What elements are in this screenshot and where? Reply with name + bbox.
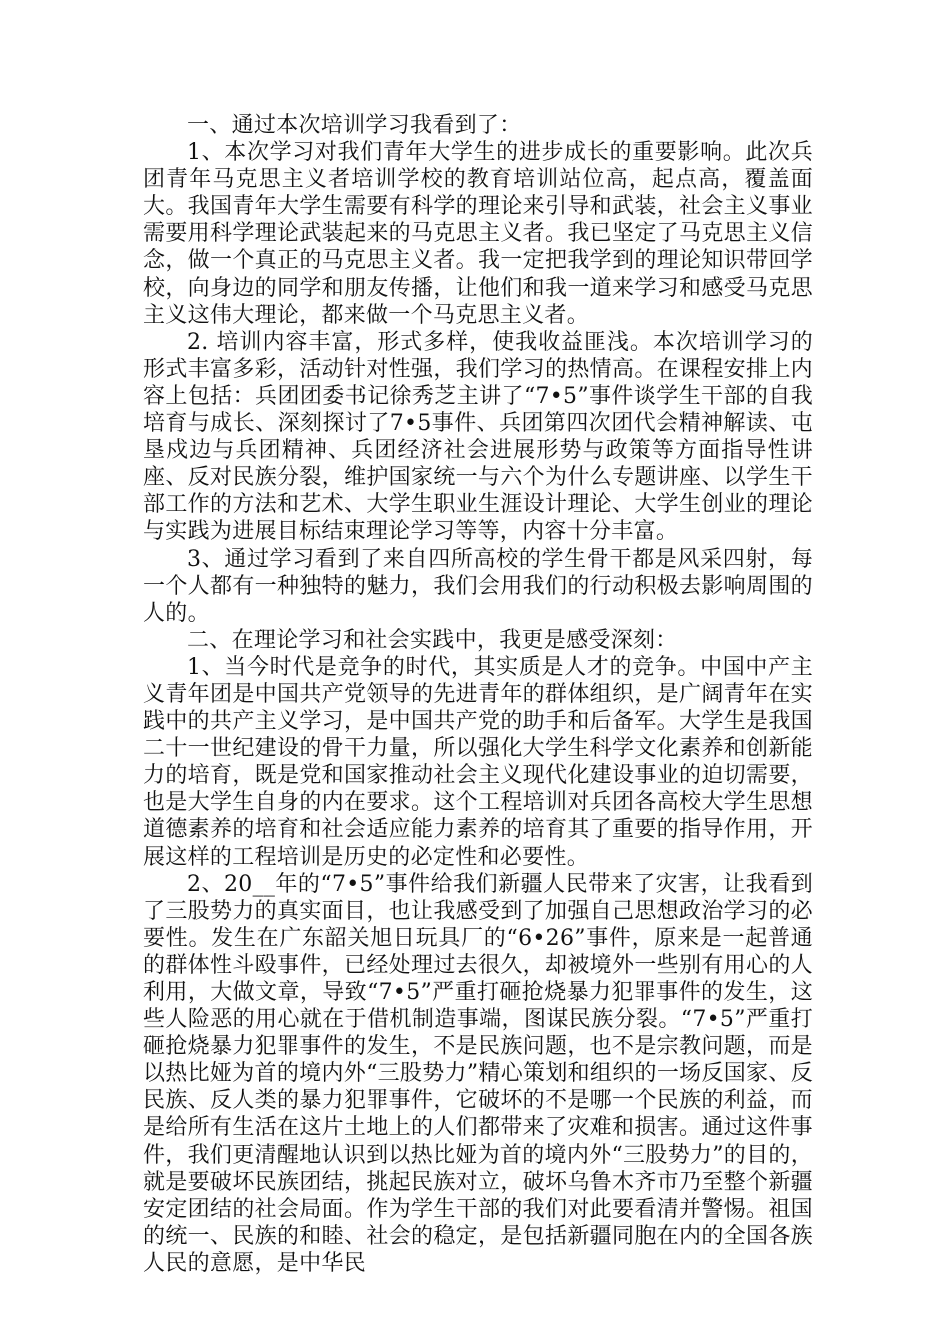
paragraph-1-3: 3、通过学习看到了来自四所高校的学生骨干都是风采四射，每一个人都有一种独特的魅力，我们会用我们的行动积极去影响周围的人的。	[143, 546, 813, 626]
document-body	[143, 112, 813, 1277]
heading-section-one: 一、通过本次培训学习我看到了：	[187, 113, 522, 138]
heading-section-two: 二、在理论学习和社会实践中，我更是感受深刻：	[187, 627, 678, 653]
paragraph-2-2: 2、20__年的“7•5”事件给我们新疆人民带来了灾害，让我看到了三股势力的真实面目，也让我感受到了加强自己思想政治学习的必要性。发生在广东韶关旭日玩具厂的“6•26”事件，原来是一起普通的群体性斗殴事件，已经处理过去很久，却被境外一些别有用心的人利用，大做文章，导致“7•5”严重打砸抢烧暴力犯罪事件的发生，这些人险恶的用心就在于借机制造事端，图谋民族分裂。“7•5”严重打砸抢烧暴力犯罪事件的发生，不是民族问题，也不是宗教问题，而是以热比娅为首的境内外“三股势力”精心策划和组织的一场反国家、反民族、反人类的暴力犯罪事件，它破坏的不是哪一个民族的利益，而是给所有生活在这片土地上的人们都带来了灾难和损害。通过这件事件，我们更清醒地认识到以热比娅为首的境内外“三股势力”的目的，就是要破坏民族团结，挑起民族对立，破坏乌鲁木齐市乃至整个新疆安定团结的社会局面。作为学生干部的我们对此要看清并警惕。祖国的统一、民族的和睦、社会的稳定，是包括新疆同胞在内的全国各族人民的意愿，是中华民	[143, 871, 813, 1276]
paragraph-2-1: 1、当今时代是竞争的时代，其实质是人才的竞争。中国中产主义青年团是中国共产党领导的先进青年的群体组织，是广阔青年在实践中的共产主义学习，是中国共产党的助手和后备军。大学生是我国二十一世纪建设的骨干力量，所以强化大学生科学文化素养和创新能力的培育，既是党和国家推动社会主义现代化建设事业的迫切需要，也是大学生自身的内在要求。这个工程培训对兵团各高校大学生思想道德素养的培育和社会适应能力素养的培育其了重要的指导作用，开展这样的工程培训是历史的必定性和必要性。	[143, 654, 813, 870]
paragraph-1-1: 1、本次学习对我们青年大学生的进步成长的重要影响。此次兵团青年马克思主义者培训学校的教育培训站位高，起点高，覆盖面大。我国青年大学生需要有科学的理论来引导和武装，社会主义事业需要用科学理论武装起来的马克思主义者。我已坚定了马克思主义信念，做一个真正的马克思主义者。我一定把我学到的理论知识带回学校，向身边的同学和朋友传播，让他们和我一道来学习和感受马克思主义这伟大理论，都来做一个马克思主义者。	[143, 140, 813, 328]
paragraph-1-2: 2. 培训内容丰富，形式多样，使我收益匪浅。本次培训学习的形式丰富多彩，活动针对性强，我们学习的热情高。在课程安排上内容上包括：兵团团委书记徐秀芝主讲了“7•5”事件谈学生干部的自我培育与成长、深刻探讨了7•5事件、兵团第四次团代会精神解读、屯垦戍边与兵团精神、兵团经济社会进展形势与政策等方面指导性讲座、反对民族分裂，维护国家统一与六个为什么专题讲座、以学生干部工作的方法和艺术、大学生职业生涯设计理论、大学生创业的理论与实践为进展目标结束理论学习等等，内容十分丰富。	[143, 329, 813, 545]
